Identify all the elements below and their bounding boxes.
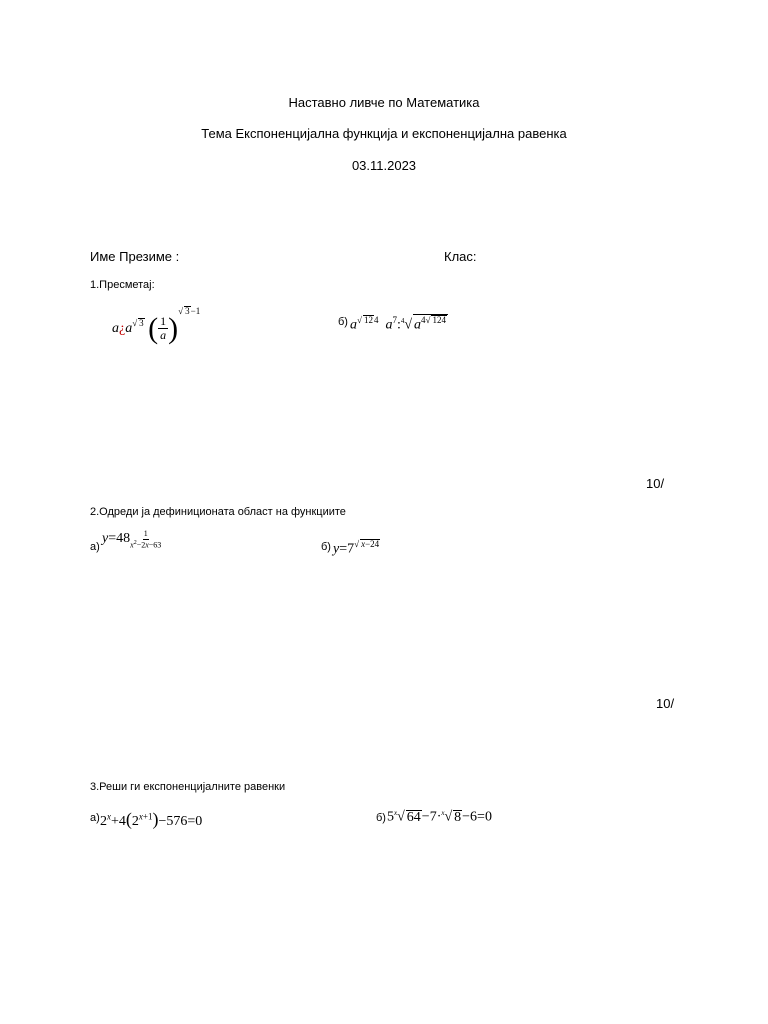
task1-heading: 1.Пресметај: [90,279,155,291]
task1-expression-b: $a^{√ 124}$ $a^7:^4√$ $a^{4√ 124}$ [350,315,446,333]
task2-function-b: $y=7^{√ x-24}$ [333,539,380,557]
task1-expression-a: $a¿a^{√ 3}$ ( $\frac{1}{a}$ )$^{√ 3-1}$ [112,306,201,345]
name-label: Име Презиме : [90,249,180,264]
task3-equation-b: 5$^x$√ 64−7·$^x$√ 8−6=0 [387,809,492,825]
task2-part-a-label: а) [90,541,100,553]
task2-part-b-label: б) [321,541,331,553]
task3-heading: 3.Реши ги експоненцијалните равенки [90,781,286,793]
task2-points: 10/ [656,696,675,711]
worksheet-topic: Тема Експоненцијална функција и експоненцијална равенка [201,126,567,141]
task1-points: 10/ [646,476,665,491]
task2-function-a: y=48 $\frac{1}{x^2-2x-63}$ [102,529,162,550]
worksheet-date: 03.11.2023 [351,158,417,173]
worksheet-title: Наставно ливче по Математика [288,95,480,110]
task3-equation-a: $2^x+4(2^{x+1})-576=0$ [100,809,203,829]
task3-part-a-label: а) [90,812,100,824]
class-label: Клас: [444,249,477,264]
task1-part-b-label: б) [338,316,348,328]
task3-part-b-label: б) [376,812,386,824]
task2-heading: 2.Одреди ја дефиниционата област на функциите [90,506,346,518]
